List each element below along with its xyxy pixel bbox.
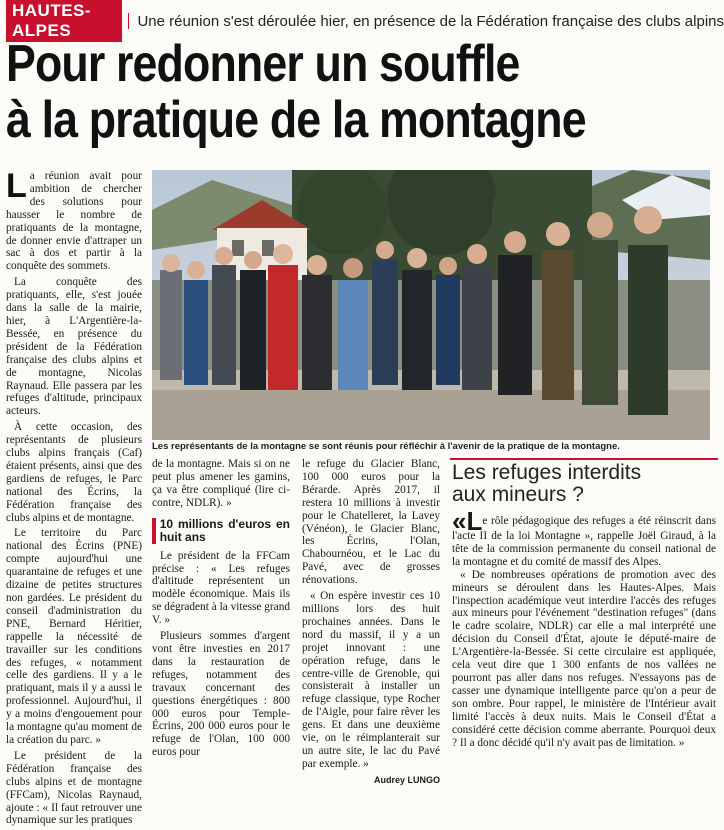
paragraph: La conquête des pratiquants, elle, s'est jouée dans la salle de la mairie, hier, à L'Argentière-la-Bessée, en présence du président de la Fédération française des clubs alpins et de montagne, Nicolas Raynaud. Elle passera par les refuges d'altitude, principaux acteurs. <box>6 276 142 418</box>
paragraph: a réunion avait pour ambition de chercher des solutions pour hausser le nombre de pratiquants de la montagne, de donner envie d'attraper un sac à dos et partir à la conquête des sommets. <box>6 170 142 273</box>
headline-line-1: Pour redonner un souffle <box>6 35 520 93</box>
group-photo-image <box>152 170 710 440</box>
paragraph: le refuge du Glacier Blanc, 100 000 euros pour la Bérarde. Après 2017, il restera 10 millions à investir pour le Chatelleret, la Lavey (Vénéon), le Glacier Blanc, les Écrins, l'Olan, Chabournéou, et le Lac du Pavé, avec de grosses rénovations. <box>302 458 440 587</box>
paragraph: À cette occasion, des représentants de plusieurs clubs alpins français (Caf) étaient présents, ainsi que des gardiens de refuges, le Parc national des Écrins, la Fédération française des clubs alpins et de montagne. <box>6 421 142 524</box>
sidebar-title <box>452 462 716 506</box>
sidebar-title-line-1: Les refuges interdits <box>452 461 642 484</box>
kicker-text: Une réunion s'est déroulée hier, en présence de la Fédération française des clubs alpins <box>137 12 724 30</box>
paragraph: de la montagne. Mais si on ne peut plus amener les gamins, ça va être compliqué (lire ci-contre, NDLR). » <box>152 458 290 509</box>
paragraph: « De nombreuses opérations de promotion avec des mineurs se déroulent dans les Hautes-Alpes. Mais l'inspection académique veut interdire l'accès des refuges aux mineurs pour l'événement "destination refuges" (dans le cadre scolaire, NDLR) car elle a mal interprété une décision du Conseil d'État, ajoute le député-maire de L'Argentière-la-Bessée. Si cette circulaire est appliquée, cela veut dire que 1 300 enfants de nos vallées ne pourront pas aller dans nos refuges. N'essayons pas de casser une dynamique intelligente parce qu'on a peur de son ombre. Pour rappel, le ministère de l'Intérieur avait limité l'accès à deux nuits. Mais le Conseil d'État a considéré cette décision comme aberrante. Pourquoi deux ? Il a donc décidé qu'il n'y avait pas de limitation. » <box>452 568 716 749</box>
subheading <box>152 518 290 544</box>
article-column-1 <box>6 167 142 830</box>
paragraph: Le territoire du Parc national des Écrins (PNE) compte aujourd'hui une quarantaine de refuges et une dizaine de petites structures non gardées. Le président du conseil d'administration du PNE, Bernard Héritier, rappelle la nécessité de travailler sur les conditions des refuges, « notamment celle des gardiens. Il y a le pratiquant, mais il y a aussi le professionnel. Aujourd'hui, il y a moins d'engouement pour la montagne qu'au moment de la création du parc. » <box>6 527 142 746</box>
quote-open: «L <box>452 506 483 536</box>
paragraph: e rôle pédagogique des refuges a été réinscrit dans l'acte II de la loi Montagne », rappelle Joël Giraud, à la tête de la commission permanente du conseil national de la montagne et du comité de massif des Alpes. <box>452 515 716 568</box>
paragraph: Plusieurs sommes d'argent vont être investies en 2017 dans la restauration de refuges, notamment des travaux concernant des questions énergétiques : 800 000 euros pour Temple-Écrins, 200 000 euros pour le refuge de l'Olan, 100 000 euros pour <box>152 630 290 759</box>
sidebar-rule <box>450 458 718 460</box>
kicker-divider <box>128 13 130 29</box>
article-column-3 <box>302 458 440 787</box>
section-header <box>6 1 724 40</box>
paragraph: « On espère investir ces 10 millions lors des huit prochaines années. Dans le nord du massif, il y a un projet innovant : une opération refuge, dans le centre-ville de Grenoble, qui consisterait à installer un refuge classique, type Rocher de l'Aigle, pour faire rêver les gens. Et dans une deuxième vie, on le réimplanterait sur un autre site, le lac du Pavé par exemple. » <box>302 590 440 770</box>
author-signature: Audrey LUNGO <box>373 774 440 785</box>
subheading-bar <box>152 518 156 544</box>
section-tag: HAUTES-ALPES <box>6 0 122 42</box>
drop-cap: L <box>6 167 27 205</box>
article-column-2 <box>152 458 290 762</box>
subheading-text: 10 millions d'euros en huit ans <box>159 516 290 544</box>
headline-line-2: à la pratique de la montagne <box>6 91 586 149</box>
sidebar-article <box>452 506 716 749</box>
headline <box>6 36 618 148</box>
paragraph: Le président de la FFCam précise : « Les refuges d'altitude représentent un modèle économique. Mais ils se dégradent à la vitesse grand V. » <box>152 549 290 627</box>
photo-caption: Les représentants de la montagne se sont réunis pour réfléchir à l'avenir de la pratique de la montagne. <box>152 441 620 452</box>
group-photo <box>152 170 710 440</box>
sidebar-title-line-2: aux mineurs ? <box>452 483 584 506</box>
paragraph: Le président de la Fédération française des clubs alpins et de montagne (FFCam), Nicolas Raynaud, ajoute : « Il faut retrouver une dynamique sur les pratiques <box>6 749 142 827</box>
